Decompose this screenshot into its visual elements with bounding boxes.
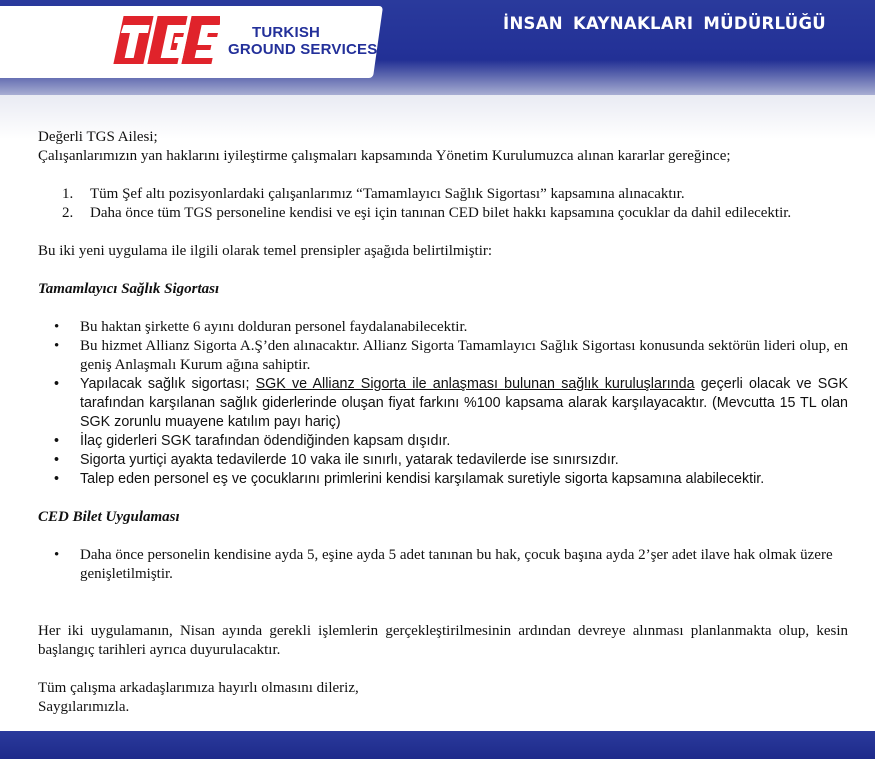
sign-off: Saygılarımızla. (38, 699, 130, 715)
bullet-icon: • (54, 338, 60, 354)
ced-ticket-list (38, 546, 848, 584)
bullet-item (38, 546, 848, 584)
bullet-text-part: Yapılacak sağlık sigortası; (80, 376, 256, 392)
greeting: Değerli TGS Ailesi; (38, 129, 158, 145)
principles-intro: Bu iki yeni uygulama ile ilgili olarak temel prensipler aşağıda belirtilmiştir: (38, 243, 493, 259)
bullet-icon: • (54, 433, 60, 449)
ced-ticket-heading: CED Bilet Uygulaması (38, 509, 180, 525)
bullet-text: Talep eden personel eş ve çocuklarını primlerini kendisi karşılamak suretiyle sigorta kapsamına alabilecektir. (80, 471, 765, 487)
bullet-item (38, 375, 848, 432)
letter-text (38, 128, 848, 717)
tgs-logo-mark (112, 14, 220, 66)
health-insurance-heading: Tamamlayıcı Sağlık Sigortası (38, 281, 220, 297)
bullet-item (38, 451, 848, 470)
bullet-text: Bu haktan şirkette 6 ayını dolduran personel faydalanabilecektir. (80, 319, 468, 335)
letter-body (0, 95, 875, 730)
bullet-item (38, 337, 848, 375)
department-title: İNSAN KAYNAKLARI MÜDÜRLÜĞÜ (503, 14, 826, 33)
brand-line-2: GROUND SERVICES (228, 41, 378, 58)
tgs-logo (112, 14, 220, 66)
bullet-text: Sigorta yurtiçi ayakta tedavilerde 10 vaka ile sınırlı, yatarak tedavilerde ise sınırsızdır. (80, 452, 619, 468)
closing-paragraph: Her iki uygulamanın, Nisan ayında gerekli işlemlerin gerçekleştirilmesinin ardından devreye alınması planlanmakta olup, kesin başlangıç tarihleri ayrıca duyurulacaktır. (38, 623, 848, 658)
intro-paragraph: Çalışanlarımızın yan haklarını iyileştirme çalışmaları kapsamında Yönetim Kurulumuzca alınan kararlar gereğince; (38, 148, 731, 164)
decisions-list (38, 185, 848, 223)
bullet-icon: • (54, 319, 60, 335)
brand-line-1: TURKISH (252, 24, 321, 41)
letterhead (0, 0, 875, 95)
decision-item (38, 185, 848, 204)
bullet-item (38, 432, 848, 451)
decision-number: 2. (62, 205, 74, 221)
decision-item (38, 204, 848, 223)
health-insurance-list (38, 318, 848, 489)
decision-text: Daha önce tüm TGS personeline kendisi ve eşi için tanınan CED bilet hakkı kapsamına çocuklar da dahil edilecektir. (90, 205, 792, 221)
bullet-text: Daha önce personelin kendisine ayda 5, eşine ayda 5 adet tanınan bu hak, çocuk başına ayda 2’şer adet ilave hak olmak üzere genişletilmiştir. (80, 547, 833, 582)
bullet-item (38, 318, 848, 337)
underlined-text: SGK ve Allianz Sigorta ile anlaşması bulunan sağlık kuruluşlarında (255, 376, 695, 392)
decision-text: Tüm Şef altı pozisyonlardaki çalışanlarımız “Tamamlayıcı Sağlık Sigortası” kapsamına alınacaktır. (90, 186, 685, 202)
bullet-item (38, 470, 848, 489)
wish-line: Tüm çalışma arkadaşlarımıza hayırlı olmasını dileriz, (38, 680, 359, 696)
bullet-text: İlaç giderleri SGK tarafından ödendiğinden kapsam dışıdır. (80, 433, 451, 449)
footer-bar (0, 731, 875, 759)
brand-name (228, 24, 377, 58)
bullet-text: Bu hizmet Allianz Sigorta A.Ş’den alınacaktır. Allianz Sigorta Tamamlayıcı Sağlık Sigortası konusunda sektörün lideri olup, en geniş Anlaşmalı Kurum ağına sahiptir. (80, 338, 848, 373)
bullet-icon: • (54, 452, 60, 468)
bullet-text-part: geçerli olacak ve SGK tarafından karşılanan sağlık giderlerinde oluşan fiyat farkını %100 kapsama alarak karşılayacaktır. (Mevcutta 15 TL olan SGK zorunlu muayene katılım payı hariç) (80, 376, 849, 430)
bullet-icon: • (54, 471, 60, 487)
decision-number: 1. (62, 186, 74, 202)
bullet-icon: • (54, 547, 60, 563)
bullet-icon: • (54, 376, 60, 392)
